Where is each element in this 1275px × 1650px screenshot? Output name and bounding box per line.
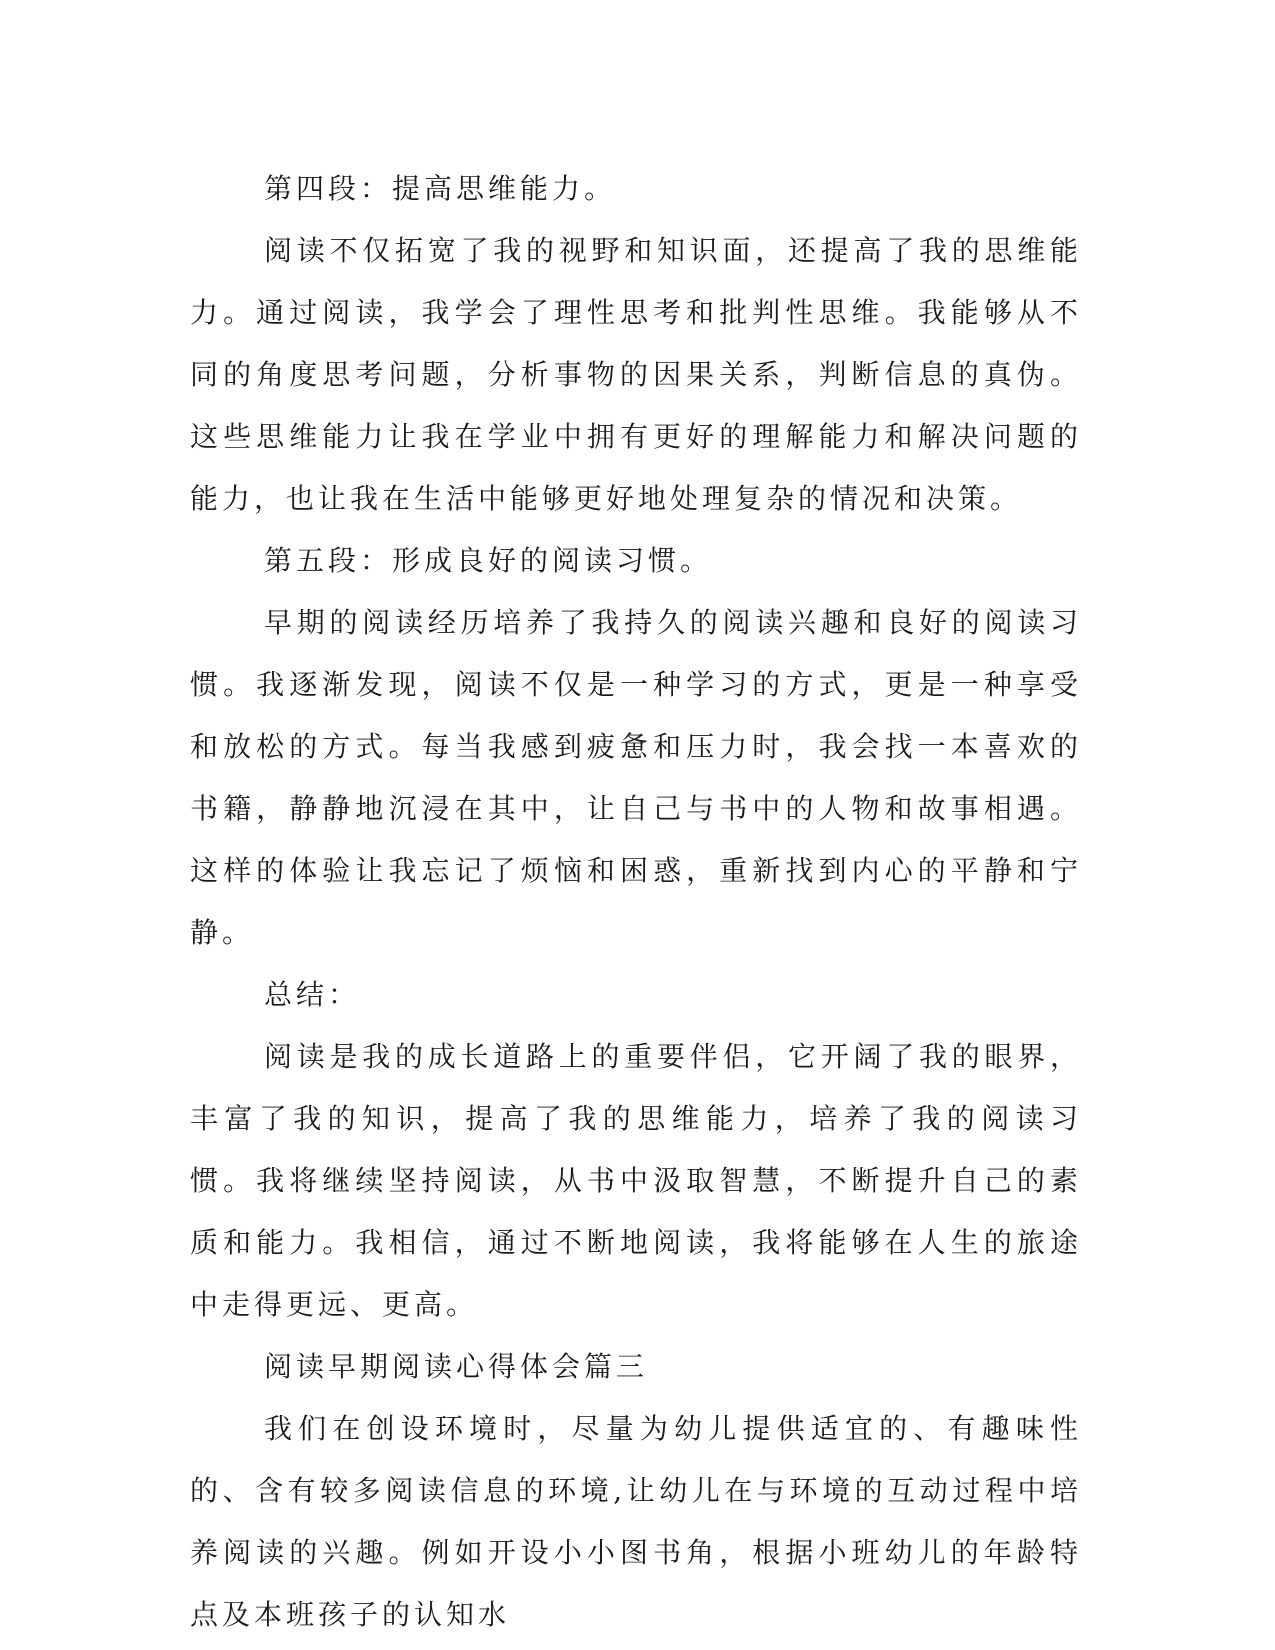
summary-heading: 总结：: [264, 978, 361, 1011]
section-heading-4: 第四段：提高思维能力。: [264, 172, 617, 205]
article-title: 阅读早期阅读心得体会篇三: [264, 1350, 649, 1383]
paragraph: 我们在创设环境时，尽量为幼儿提供适宜的、有趣味性的、含有较多阅读信息的环境,让幼儿在与环境的互动过程中培养阅读的兴趣。例如开设小小图书角，根据小班幼儿的年龄特点及本班孩子的认知水: [190, 1412, 1082, 1631]
paragraph: 早期的阅读经历培养了我持久的阅读兴趣和良好的阅读习惯。我逐渐发现，阅读不仅是一种学习的方式，更是一种享受和放松的方式。每当我感到疲惫和压力时，我会找一本喜欢的书籍，静静地沉浸在其中，让自己与书中的人物和故事相遇。这样的体验让我忘记了烦恼和困惑，重新找到内心的平静和宁静。: [190, 606, 1082, 949]
paragraph: 阅读是我的成长道路上的重要伴侣，它开阔了我的眼界，丰富了我的知识，提高了我的思维能力，培养了我的阅读习惯。我将继续坚持阅读，从书中汲取智慧，不断提升自己的素质和能力。我相信，通过不断地阅读，我将能够在人生的旅途中走得更远、更高。: [190, 1040, 1082, 1321]
paragraph: 阅读不仅拓宽了我的视野和知识面，还提高了我的思维能力。通过阅读，我学会了理性思考和批判性思维。我能够从不同的角度思考问题，分析事物的因果关系，判断信息的真伪。这些思维能力让我在学业中拥有更好的理解能力和解决问题的能力，也让我在生活中能够更好地处理复杂的情况和决策。: [190, 234, 1082, 515]
section-heading-5: 第五段：形成良好的阅读习惯。: [264, 544, 713, 577]
document-body: [190, 158, 1082, 1646]
